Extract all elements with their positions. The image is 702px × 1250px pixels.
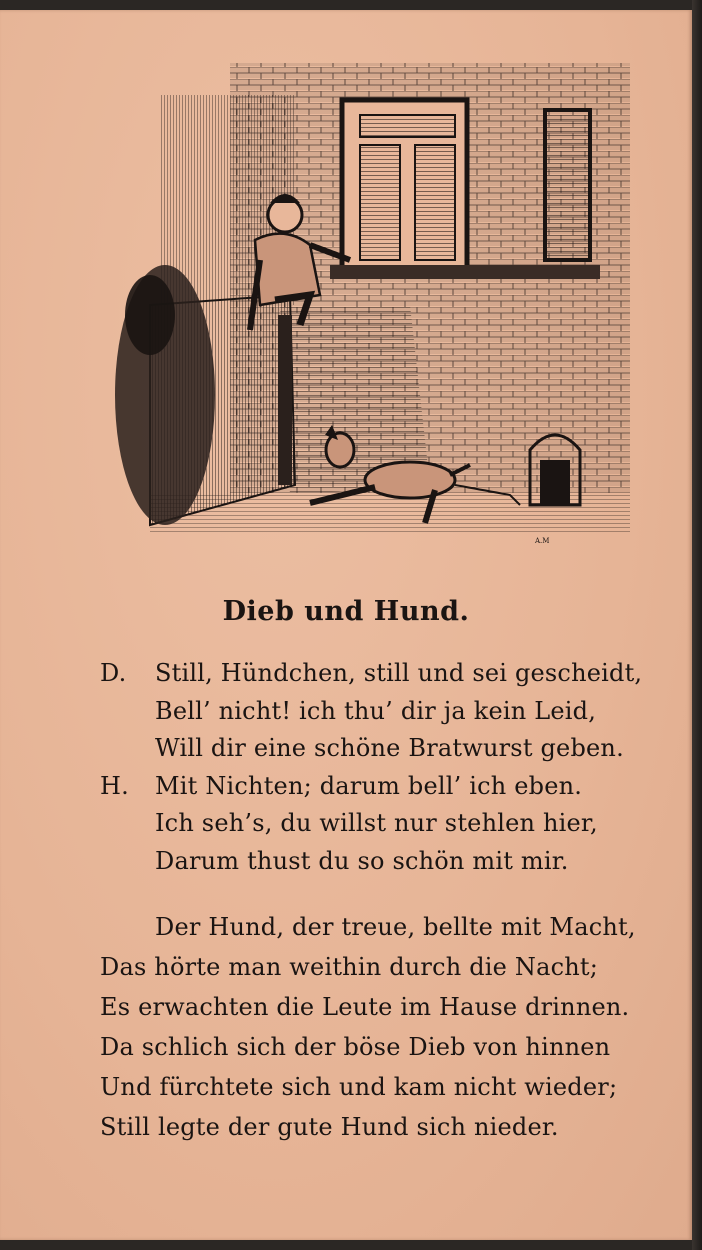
poem-line: Da schlich sich der böse Dieb von hinnen — [100, 1033, 611, 1061]
poem-line — [100, 843, 660, 881]
poem-line: Das hörte man weithin durch die Nacht; — [100, 953, 599, 981]
narrative-stanza — [100, 907, 660, 1147]
poem-line — [100, 907, 660, 947]
speaker-label: D. — [100, 659, 127, 687]
poem-line — [100, 693, 660, 731]
artist-signature: A.M — [535, 537, 550, 545]
book-binding-edge — [692, 0, 702, 1250]
line-text: Darum thust du so schön mit mir. — [155, 846, 569, 875]
line-text: Mit Nichten; darum bell’ ich eben. — [155, 771, 583, 800]
window — [330, 100, 600, 279]
line-text: Der Hund, der treue, bellte mit Macht, — [155, 913, 636, 941]
poem-line — [100, 768, 660, 806]
line-text: Will dir eine schöne Bratwurst geben. — [155, 734, 624, 762]
speaker-label: H. — [100, 771, 129, 800]
bush — [115, 265, 215, 525]
poem-line — [100, 805, 660, 843]
poem-title: Dieb und Hund. — [222, 596, 470, 627]
poem-line: Still legte der gute Hund sich nieder. — [100, 1113, 559, 1141]
woodcut-illustration — [110, 55, 630, 555]
line-text: Still, Hündchen, still und sei gescheidt, — [155, 659, 643, 687]
poem-line: Es erwachten die Leute im Hause drinnen. — [100, 993, 630, 1021]
poem-line — [100, 730, 660, 768]
dialogue-stanza — [100, 655, 660, 880]
line-text: Bell’ nicht! ich thu’ dir ja kein Leid, — [155, 696, 597, 725]
line-text: Ich seh’s, du willst nur stehlen hier, — [155, 809, 598, 837]
book-page — [0, 10, 692, 1240]
poem-line — [100, 655, 660, 693]
poem-line: Und fürchtete sich und kam nicht wieder; — [100, 1073, 618, 1101]
